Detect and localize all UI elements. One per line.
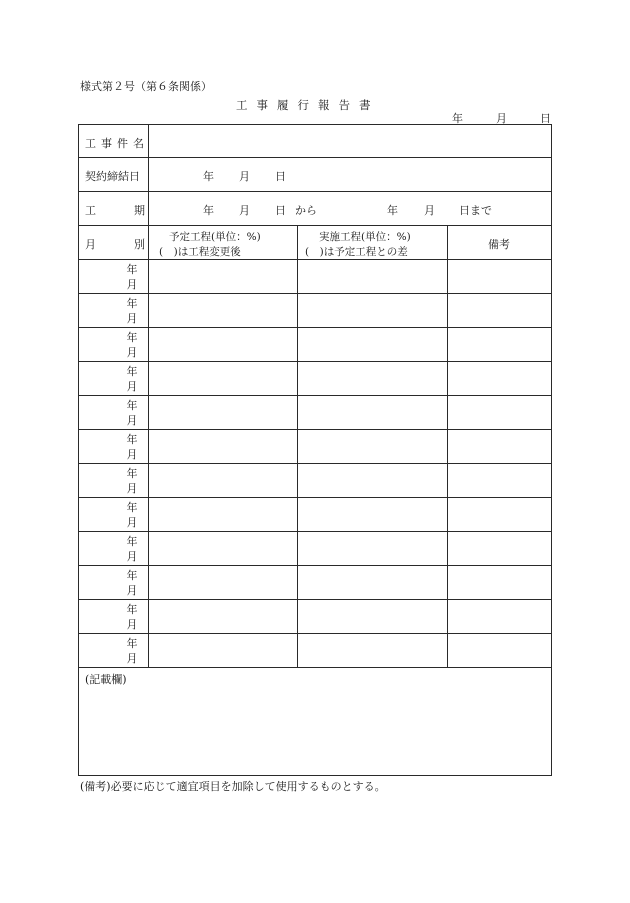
row-divider xyxy=(79,497,551,498)
row-divider xyxy=(79,531,551,532)
month-row-label: 年 月 xyxy=(126,365,138,393)
row-divider xyxy=(79,463,551,464)
notes-label: (記載欄) xyxy=(85,673,127,686)
period-from-month: 月 xyxy=(239,204,250,217)
month-row-label: 年 月 xyxy=(126,535,138,563)
label-column-divider xyxy=(148,125,149,667)
row-divider xyxy=(79,633,551,634)
planned-progress-header-line1: 予定工程(単位：%) xyxy=(169,231,261,243)
period-label-right: 期 xyxy=(134,204,145,217)
row-divider xyxy=(79,565,551,566)
row-divider xyxy=(79,225,551,226)
planned-progress-header-line2: ( )は工程変更後 xyxy=(159,246,241,258)
row-divider xyxy=(79,293,551,294)
month-row-label: 年 月 xyxy=(126,637,138,665)
contract-date-month: 月 xyxy=(239,170,250,183)
month-row-label: 年 月 xyxy=(126,331,138,359)
planned-column-divider xyxy=(297,225,298,667)
period-from-day: 日 xyxy=(275,204,286,217)
month-row-label: 年 月 xyxy=(126,569,138,597)
report-date-year: 年 xyxy=(452,112,463,125)
remarks-header: 備考 xyxy=(488,238,510,251)
month-column-label-left: 月 xyxy=(85,238,96,251)
footnote: (備考)必要に応じて適宜項目を加除して使用するものとする。 xyxy=(80,780,386,793)
month-column-label-right: 別 xyxy=(134,238,145,251)
notes-field[interactable] xyxy=(85,687,545,771)
row-divider xyxy=(79,429,551,430)
contract-date-label: 契約締結日 xyxy=(85,170,140,183)
form-number-label: 様式第２号（第６条関係） xyxy=(80,80,212,93)
actual-progress-header-line2: ( )は予定工程との差 xyxy=(305,246,408,258)
construction-name-label: 工事件名 xyxy=(85,137,149,150)
period-from-year: 年 xyxy=(203,204,214,217)
row-divider xyxy=(79,259,551,260)
period-from-suffix: から xyxy=(295,204,317,217)
row-divider xyxy=(79,191,551,192)
month-row-label: 年 月 xyxy=(126,297,138,325)
actual-progress-header-line1: 実施工程(単位：%) xyxy=(319,231,411,243)
month-row-label: 年 月 xyxy=(126,467,138,495)
month-row-label: 年 月 xyxy=(126,603,138,631)
month-row-label: 年 月 xyxy=(126,501,138,529)
row-divider xyxy=(79,667,551,668)
actual-column-divider xyxy=(447,225,448,667)
document-title: 工事履行報告書 xyxy=(236,98,380,112)
report-date-day: 日 xyxy=(540,112,551,125)
report-date-month: 月 xyxy=(496,112,507,125)
month-row-label: 年 月 xyxy=(126,399,138,427)
construction-name-field[interactable] xyxy=(159,135,539,149)
contract-date-year: 年 xyxy=(203,170,214,183)
row-divider xyxy=(79,327,551,328)
period-label-left: 工 xyxy=(85,204,96,217)
construction-report-form xyxy=(78,124,552,776)
contract-date-day: 日 xyxy=(275,170,286,183)
period-to-day-suffix: 日まで xyxy=(459,204,492,217)
row-divider xyxy=(79,157,551,158)
month-row-label: 年 月 xyxy=(126,263,138,291)
month-row-label: 年 月 xyxy=(126,433,138,461)
row-divider xyxy=(79,599,551,600)
period-to-month: 月 xyxy=(424,204,435,217)
row-divider xyxy=(79,361,551,362)
period-to-year: 年 xyxy=(387,204,398,217)
row-divider xyxy=(79,395,551,396)
